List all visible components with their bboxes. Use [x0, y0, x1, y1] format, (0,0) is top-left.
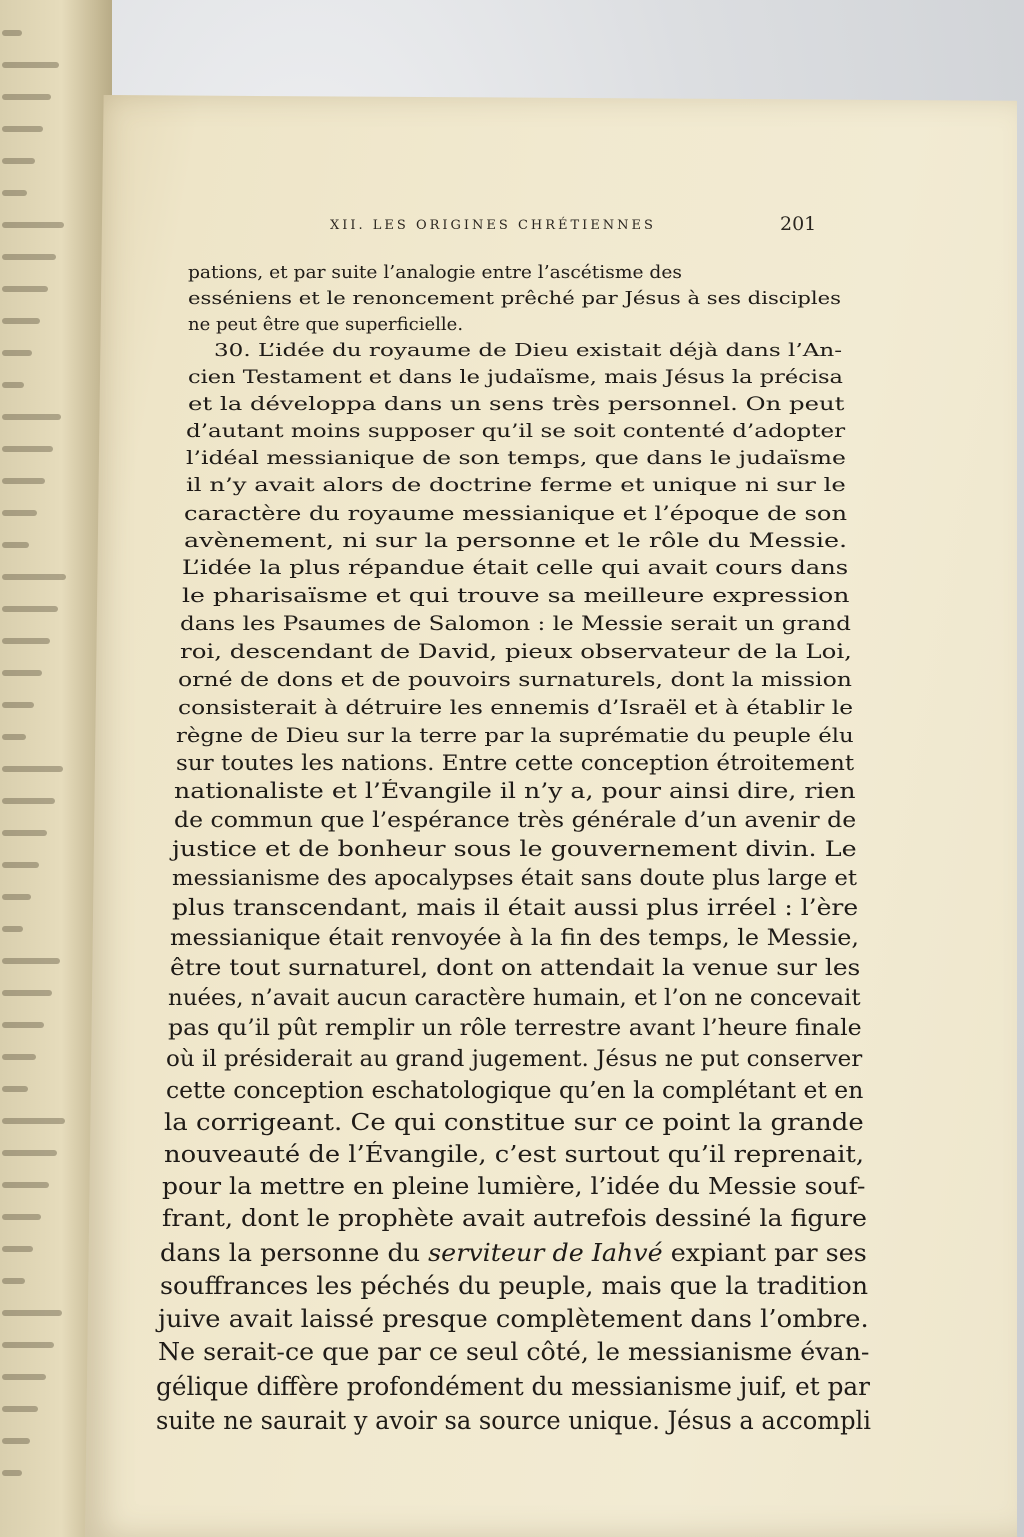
facing-page-text-fragment	[2, 766, 63, 772]
text-line: pas qu’il pût remplir un rôle terrestre avant l’heure finale	[168, 1016, 862, 1041]
text-line: le pharisaïsme et qui trouve sa meilleure expression	[182, 583, 850, 607]
facing-page-text-fragment	[2, 894, 31, 900]
facing-page-text-fragment	[2, 1310, 62, 1316]
facing-page-text-fragment	[2, 1118, 65, 1124]
text-line: justice et de bonheur sous le gouvernement divin. Le	[172, 837, 857, 861]
text-line-mixed	[160, 1239, 867, 1267]
text-line: et la développa dans un sens très personnel. On peut	[188, 393, 845, 415]
text-line: caractère du royaume messianique et l’époque de son	[184, 501, 848, 525]
text-line: être tout surnaturel, dont on attendait la venue sur les	[170, 956, 861, 981]
text-line: plus transcendant, mais il était aussi plus irréel : l’ère	[172, 896, 859, 921]
facing-page-text-fragment	[2, 318, 40, 324]
text-line: avènement, ni sur la personne et le rôle du Messie.	[184, 528, 848, 552]
text-line: l’idéal messianique de son temps, que dans le judaïsme	[186, 447, 846, 469]
text-line: messianisme des apocalypses était sans doute plus large et	[172, 866, 858, 890]
text-line: règne de Dieu sur la terre par la suprématie du peuple élu	[176, 723, 854, 747]
text-line: orné de dons et de pouvoirs surnaturels, dont la mission	[178, 667, 852, 691]
text-line: il n’y avait alors de doctrine ferme et unique ni sur le	[186, 474, 846, 496]
text-line: sur toutes les nations. Entre cette conception étroitement	[176, 751, 855, 775]
facing-page-text-fragment	[2, 254, 56, 260]
facing-page-text-fragment	[2, 606, 58, 612]
text-segment: expiant par ses	[670, 1239, 867, 1267]
facing-page-text-fragment	[2, 1182, 49, 1188]
text-line: dans les Psaumes de Salomon : le Messie serait un grand	[180, 611, 851, 635]
facing-page-text-fragment	[2, 1406, 38, 1412]
italic-term: serviteur de Iahvé	[428, 1239, 663, 1267]
facing-page-text-fragment	[2, 1342, 54, 1348]
text-line: où il présiderait au grand jugement. Jésus ne put conserver	[166, 1047, 863, 1072]
text-line: nuées, n’avait aucun caractère humain, et l’on ne concevait	[168, 986, 861, 1011]
facing-page-text-fragment	[2, 510, 37, 516]
text-line: esséniens et le renoncement prêché par Jésus à ses disciples	[188, 288, 842, 309]
facing-page-text-fragment	[2, 862, 39, 868]
text-segment: dans la personne du	[160, 1239, 421, 1267]
text-line: cien Testament et dans le judaïsme, mais Jésus la précisa	[188, 366, 843, 388]
text-line: suite ne saurait y avoir sa source unique. Jésus a accompli	[156, 1406, 871, 1435]
facing-page-text-fragment	[2, 94, 51, 100]
running-head: XII. LES ORIGINES CHRÉTIENNES	[330, 218, 656, 233]
text-line: consisterait à détruire les ennemis d’Israël et à établir le	[178, 695, 854, 719]
facing-page-text-fragment	[2, 1150, 57, 1156]
text-line: 30. L’idée du royaume de Dieu existait déjà dans l’An-	[214, 340, 843, 361]
text-line: souffrances les péchés du peuple, mais que la tradition	[160, 1272, 869, 1300]
text-line: nouveauté de l’Évangile, c’est surtout qu’il reprenait,	[164, 1142, 865, 1168]
facing-page-text-fragment	[2, 414, 61, 420]
text-line: L’idée la plus répandue était celle qui avait cours dans	[182, 555, 849, 579]
text-line: frant, dont le prophète avait autrefois dessiné la figure	[162, 1206, 867, 1232]
facing-page-text-fragment	[2, 1438, 30, 1444]
facing-page-text-fragment	[2, 478, 45, 484]
facing-page-text-fragment	[2, 1246, 33, 1252]
text-line: roi, descendant de David, pieux observateur de la Loi,	[180, 639, 852, 663]
facing-page-text-fragment	[2, 190, 27, 196]
text-line: messianique était renvoyée à la fin des temps, le Messie,	[170, 926, 859, 951]
facing-page-text-fragment	[2, 990, 52, 996]
text-line: gélique diffère profondément du messianisme juif, et par	[156, 1372, 870, 1401]
text-line: pour la mettre en pleine lumière, l’idée du Messie souf-	[162, 1174, 866, 1200]
text-line: pations, et par suite l’analogie entre l’ascétisme des	[188, 262, 682, 283]
facing-page-text-fragment	[2, 382, 24, 388]
facing-page-text-fragment	[2, 830, 47, 836]
facing-page-text-fragment	[2, 670, 42, 676]
facing-page-text-fragment	[2, 286, 48, 292]
text-line: de commun que l’espérance très générale d’un avenir de	[174, 808, 857, 832]
facing-page-text-fragment	[2, 158, 35, 164]
facing-page-text-fragment	[2, 446, 53, 452]
facing-page-text-fragment	[2, 1374, 46, 1380]
facing-page-text-fragment	[2, 798, 55, 804]
facing-page-text-fragment	[2, 574, 66, 580]
text-line: la corrigeant. Ce qui constitue sur ce point la grande	[164, 1110, 864, 1136]
text-line: nationaliste et l’Évangile il n’y a, pour ainsi dire, rien	[174, 779, 856, 803]
facing-page-text-fragment	[2, 638, 50, 644]
text-line: juive avait laissé presque complètement dans l’ombre.	[158, 1305, 869, 1333]
page-number: 201	[780, 213, 817, 235]
facing-page-text-fragment	[2, 1470, 22, 1476]
facing-page-text-fragment	[2, 30, 22, 36]
text-line: Ne serait-ce que par ce seul côté, le messianisme évan-	[158, 1338, 870, 1366]
facing-page-text-fragment	[2, 926, 23, 932]
facing-page-text-fragment	[2, 734, 26, 740]
facing-page-text-fragment	[2, 702, 34, 708]
facing-page-text-fragment	[2, 1022, 44, 1028]
facing-page-text-fragment	[2, 62, 59, 68]
facing-page-text-fragment	[2, 350, 32, 356]
facing-page-text-fragment	[2, 1054, 36, 1060]
facing-page-text-fragment	[2, 126, 43, 132]
text-line: cette conception eschatologique qu’en la complétant et en	[166, 1078, 864, 1104]
facing-page-text-fragment	[2, 222, 64, 228]
facing-page-text-fragment	[2, 1086, 28, 1092]
text-line: d’autant moins supposer qu’il se soit contenté d’adopter	[186, 420, 846, 442]
facing-page-text-fragment	[2, 542, 29, 548]
facing-page-text-fragment	[2, 1214, 41, 1220]
facing-page-text-fragment	[2, 958, 60, 964]
text-line: ne peut être que superficielle.	[188, 314, 464, 335]
facing-page-text-fragment	[2, 1278, 25, 1284]
